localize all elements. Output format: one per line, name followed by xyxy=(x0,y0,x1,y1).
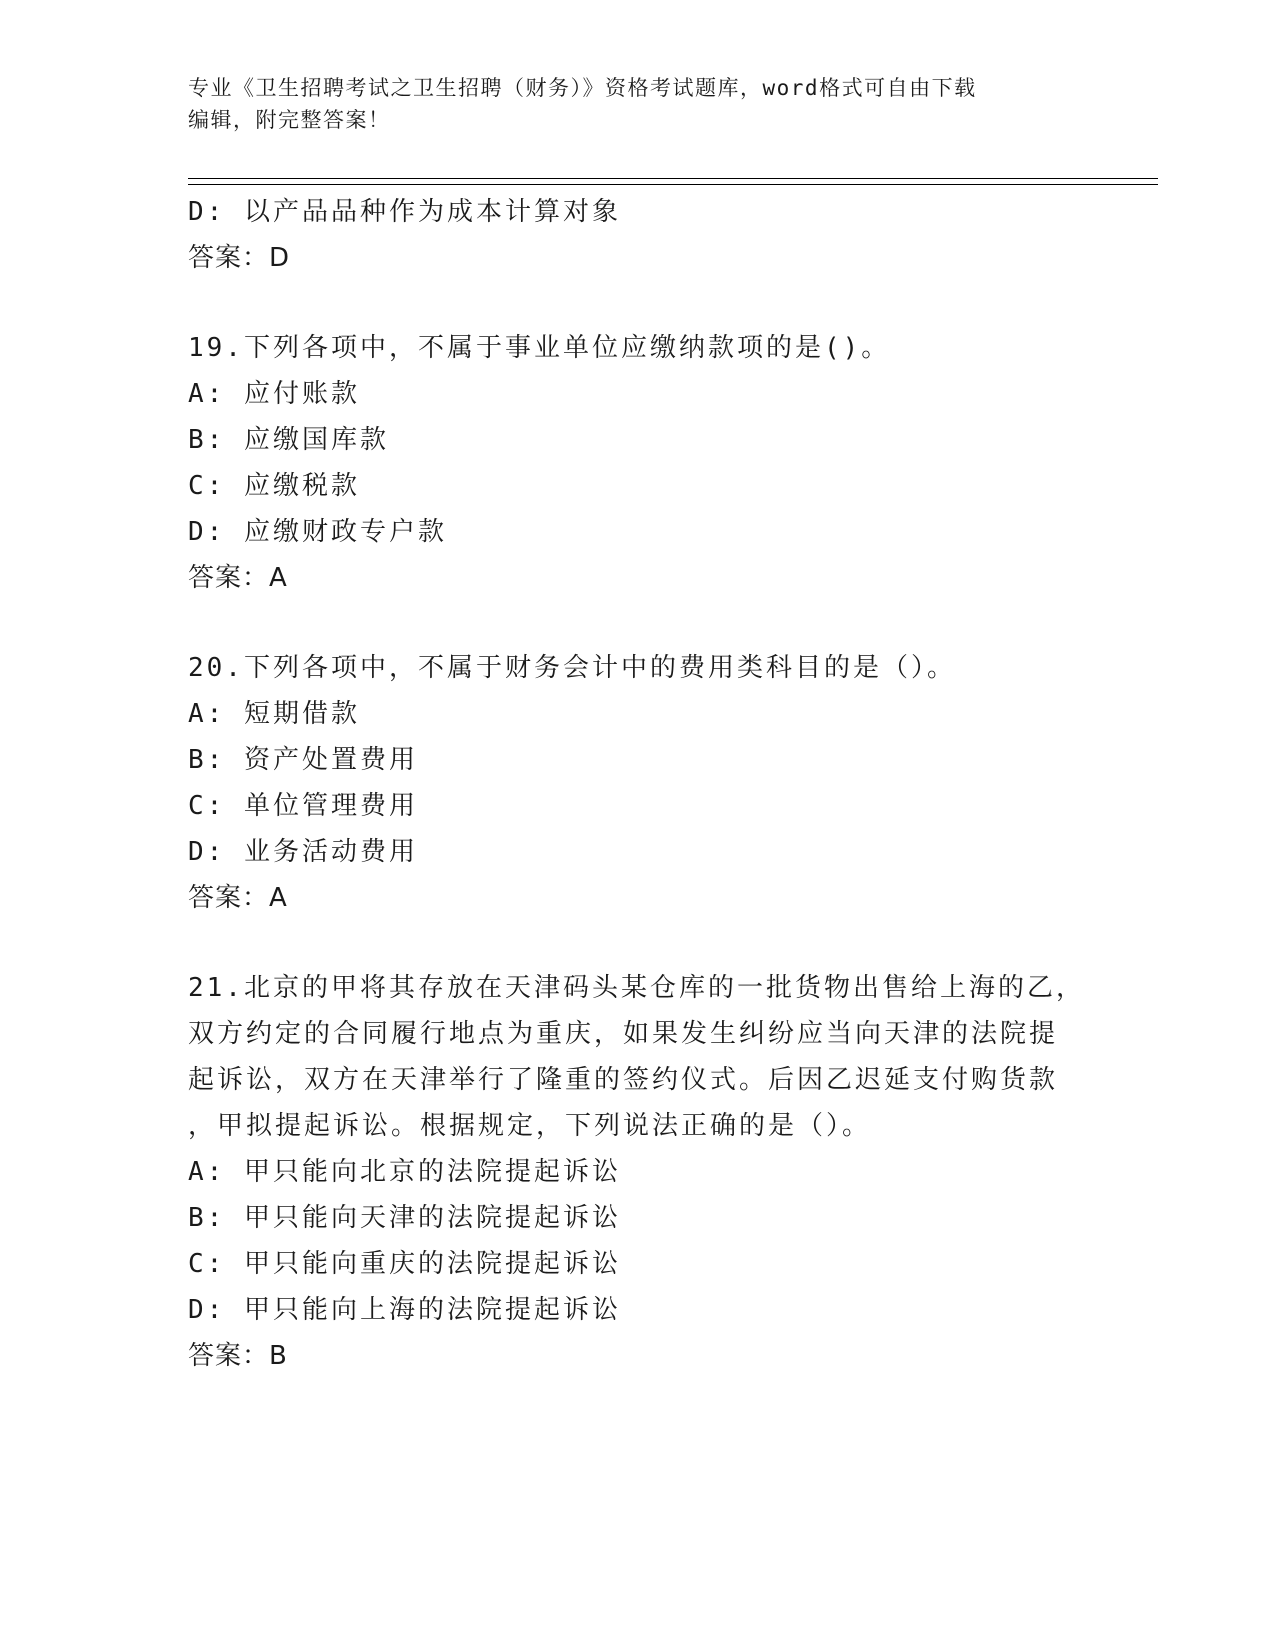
question-stem-line: 双方约定的合同履行地点为重庆，如果发生纠纷应当向天津的法院提 xyxy=(188,1019,1059,1049)
option-a: A: 甲只能向北京的法院提起诉讼 xyxy=(188,1157,621,1187)
document-header xyxy=(188,72,1088,136)
option-b: B: 资产处置费用 xyxy=(188,745,418,775)
header-rule-bottom xyxy=(188,184,1158,185)
option-a: A: 应付账款 xyxy=(188,379,360,409)
continued-option-d: D: 以产品品种作为成本计算对象 xyxy=(188,197,621,227)
answer: 答案：B xyxy=(188,1341,288,1371)
header-rule-top xyxy=(188,178,1158,179)
option-d: D: 业务活动费用 xyxy=(188,837,418,867)
option-a: A: 短期借款 xyxy=(188,699,360,729)
question-stem xyxy=(188,965,1085,1149)
question-20 xyxy=(188,645,1068,921)
answer: 答案：A xyxy=(188,563,288,593)
header-line-1: 专业《卫生招聘考试之卫生招聘（财务）》资格考试题库，word格式可自由下载 xyxy=(188,76,977,100)
question-stem-line: ，甲拟提起诉讼。根据规定，下列说法正确的是（）。 xyxy=(188,1111,872,1141)
question-stem-line: 起诉讼，双方在天津举行了隆重的签约仪式。后因乙迟延支付购货款 xyxy=(188,1065,1059,1095)
question-21 xyxy=(188,965,1085,1379)
question-content xyxy=(188,189,1085,1379)
option-b: B: 甲只能向天津的法院提起诉讼 xyxy=(188,1203,621,1233)
option-d: D: 应缴财政专户款 xyxy=(188,517,447,547)
option-b: B: 应缴国库款 xyxy=(188,425,389,455)
question-stem xyxy=(188,645,1068,691)
option-c: C: 单位管理费用 xyxy=(188,791,418,821)
option-c: C: 应缴税款 xyxy=(188,471,360,501)
header-line-2: 编辑，附完整答案！ xyxy=(188,108,391,132)
question-stem xyxy=(188,325,1068,371)
question-stem-line: 19.下列各项中，不属于事业单位应缴纳款项的是()。 xyxy=(188,333,891,363)
question-stem-line: 21.北京的甲将其存放在天津码头某仓库的一批货物出售给上海的乙， xyxy=(188,973,1085,1003)
answer: 答案：A xyxy=(188,883,288,913)
option-d: D: 甲只能向上海的法院提起诉讼 xyxy=(188,1295,621,1325)
question-19 xyxy=(188,325,1068,601)
question-stem-line: 20.下列各项中，不属于财务会计中的费用类科目的是（）。 xyxy=(188,653,956,683)
continued-answer: 答案：D xyxy=(188,243,291,273)
option-c: C: 甲只能向重庆的法院提起诉讼 xyxy=(188,1249,621,1279)
